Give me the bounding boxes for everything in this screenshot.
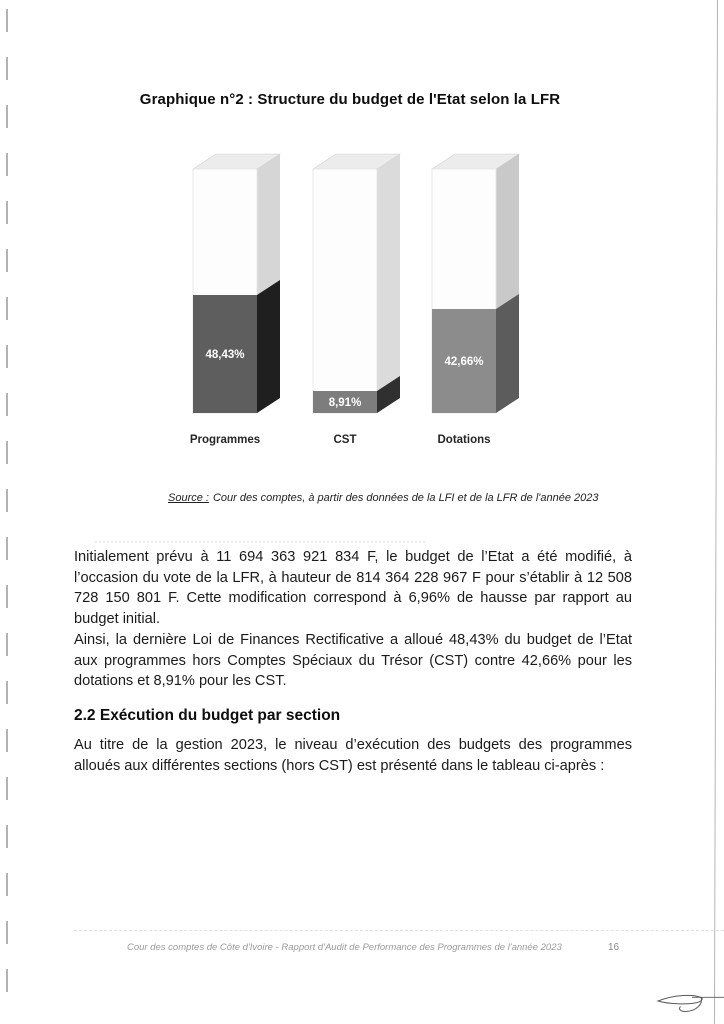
- column-side-face: [377, 154, 400, 413]
- footer-text: Cour des comptes de Côte d'Ivoire - Rapport d'Audit de Performance des Programmes de l'année 2023: [127, 942, 562, 953]
- paragraph-execution-intro: Au titre de la gestion 2023, le niveau d’exécution des budgets des programmes alloués aux différentes sections (hors CST) est présenté dans le tableau ci-après :: [74, 736, 632, 774]
- scan-noise: [95, 541, 425, 543]
- chart-title: Graphique n°2 : Structure du budget de l'Etat selon la LFR: [139, 91, 561, 108]
- column-value-side: [257, 280, 280, 413]
- column-value-side: [496, 294, 519, 413]
- page-number: 16: [608, 942, 620, 953]
- footer-divider: [74, 930, 724, 931]
- bar-chart: [0, 0, 724, 470]
- column-front-face: [313, 169, 377, 413]
- paragraph-lfr-allocation: Ainsi, la dernière Loi de Finances Rectificative a alloué 48,43% du budget de l’Etat aux programmes hors Comptes Spéciaux du Trésor (CST) contre 42,66% pour les dotations et 8,91% pour les CST.: [74, 631, 632, 690]
- value-label: 8,91%: [328, 397, 362, 410]
- pen-mark: [645, 975, 724, 1020]
- value-label: 48,43%: [205, 349, 245, 362]
- chart-source: [168, 492, 598, 504]
- source-label: Source :: [168, 492, 209, 504]
- category-label: Dotations: [437, 434, 491, 446]
- category-label: CST: [333, 434, 357, 446]
- category-label: Programmes: [189, 434, 261, 446]
- page-footer: [0, 942, 724, 958]
- source-text: Cour des comptes, à partir des données de la LFI et de la LFR de l'année 2023: [212, 492, 599, 504]
- body-text: [74, 547, 632, 776]
- paragraph-budget-modification: Initialement prévu à 11 694 363 921 834 F, le budget de l’Etat a été modifié, à l’occasion du vote de la LFR, à hauteur de 814 364 228 967 F pour s’établir à 12 508 728 150 801 F. Cette modification correspond à 6,96% de hausse par rapport au budget initial.: [74, 549, 632, 628]
- value-label: 42,66%: [444, 356, 484, 369]
- section-heading: 2.2 Exécution du budget par section: [74, 706, 341, 724]
